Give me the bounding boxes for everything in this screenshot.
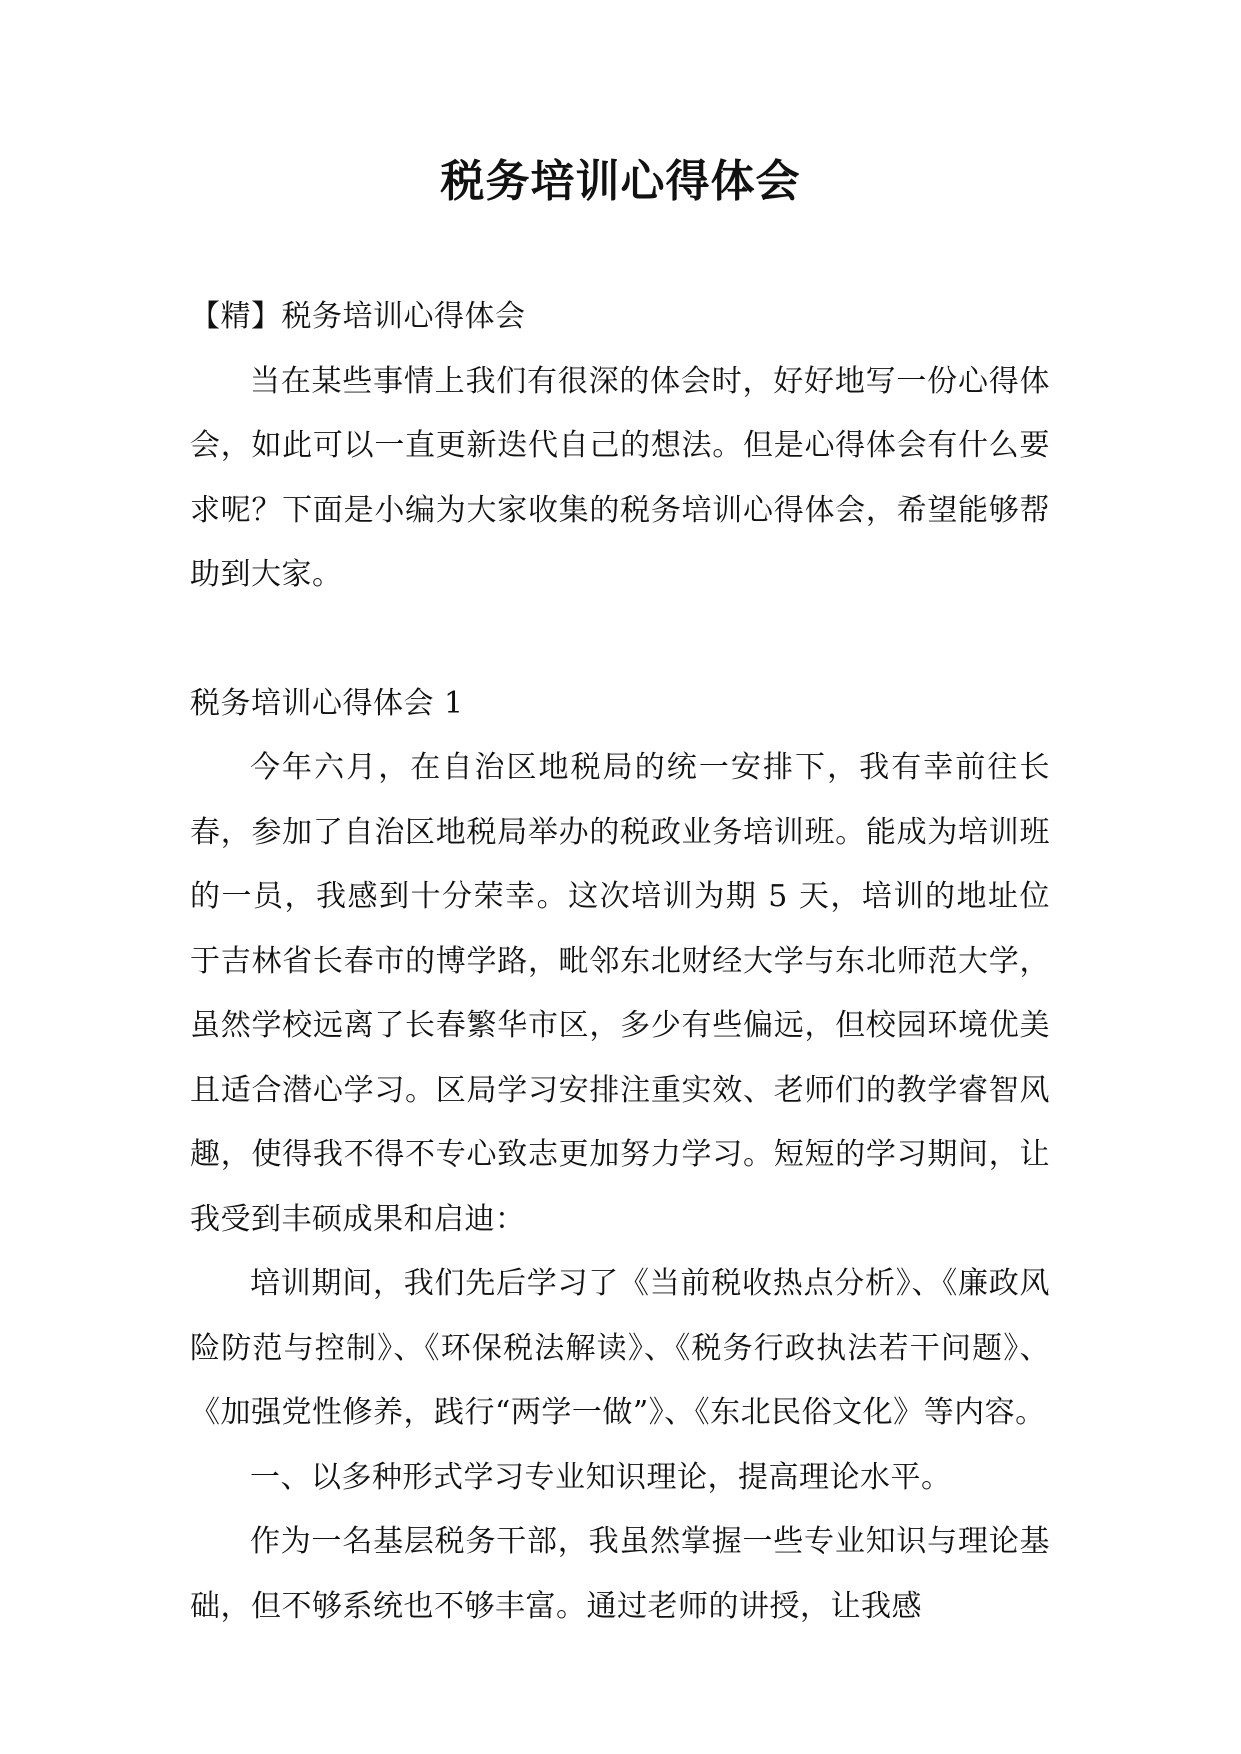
body-paragraph-1: 今年六月，在自治区地税局的统一安排下，我有幸前往长春，参加了自治区地税局举办的税政业务培训班。能成为培训班的一员，我感到十分荣幸。这次培训为期 5 天，培训的地址位于吉林省长春市的博学路，毗邻东北财经大学与东北师范大学，虽然学校远离了长春繁华市区，多少有些偏远，但校园环境优美且适合潜心学习。区局学习安排注重实效、老师们的教学睿智风趣，使得我不得不专心致志更加努力学习。短短的学习期间，让我受到丰硕成果和启迪： [190,750,1050,1237]
body-paragraph-2: 培训期间，我们先后学习了《当前税收热点分析》、《廉政风险防范与控制》、《环保税法解读》、《税务行政执法若干问题》、《加强党性修养，践行“两学一做”》、《东北民俗文化》等内容。 [190,1266,1050,1430]
body-paragraph-3: 一、以多种形式学习专业知识理论，提高理论水平。 [250,1459,952,1495]
intro-paragraph: 当在某些事情上我们有很深的体会时，好好地写一份心得体会，如此可以一直更新迭代自己的想法。但是心得体会有什么要求呢？下面是小编为大家收集的税务培训心得体会，希望能够帮助到大家。 [190,363,1050,592]
document-subtitle: 【精】税务培训心得体会 [190,299,526,334]
section-heading: 税务培训心得体会 1 [190,685,464,721]
paragraph-spacer [190,608,1050,672]
document-title: 税务培训心得体会 [440,156,801,207]
body-paragraph-4: 作为一名基层税务干部，我虽然掌握一些专业知识与理论基础，但不够系统也不够丰富。通过老师的讲授，让我感 [190,1524,1050,1624]
document-body [190,285,1050,1639]
